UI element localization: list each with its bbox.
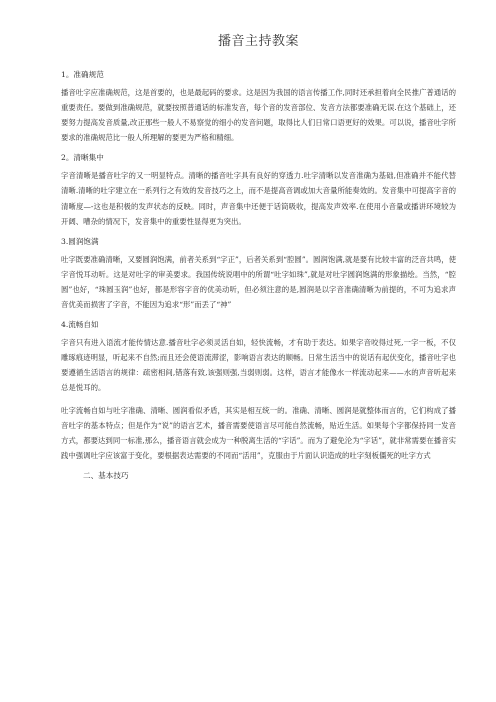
section-paragraph: 吐字流畅自如与吐字准确、清晰、圆润看似矛盾，其实是相互统一的。准确、清晰、圆润是就整体而言的，它们构成了播音吐字的基本特点；但是作为“说”的语言艺术，播音需要使语言尽可能自然流畅，贴近生活。如果每个字都保持同一发音方式，都要达到同一标准,那么，播音语言就会成为一种脱离生活的“字话”。而为了避免沦为“字话”，就非常需要在播音实践中强调吐字应该富于变化，要根据表达需要的不同而“活用”，克服由于片面认识造成的吐字刻板僵死的吐字方式 — [61, 405, 456, 460]
section-clear — [61, 152, 456, 228]
section-paragraph: 吐字既要准确清晰，又要圆润饱满，前者关系到“字正”，后者关系到“腔圆”。圆润饱满,就是要有比较丰富的泛音共鸣，使字音悦耳动听。这是对吐字的审美要求。我国传统说唱中的所谓“吐字如珠”,就是对吐字圆润饱满的形象描绘。当然，“腔圆”也好，“珠圆玉润”也好，都是形容字音的优美动听，但必须注意的是,圆润是以字音准确清晰为前提的，不可为追求声音优美而损害了字音，不能因为追求“形”而丢了“神” — [61, 254, 456, 310]
section-paragraph: 字音只有进入语流才能传情达意.播音吐字必须灵活自如，轻快流畅，才有助于表达。如果字音咬得过死,一字一板，不仅雕琢痕迹明显，听起来不自然;而且还会使语流滞涩，影响语言表达的顺畅。日常生活当中的说话有起伏变化，播音吐字也要遵循生活语言的规律：疏密相间,错落有致,该强则强,当弱则弱。这样，语言才能像水一样流动起来——水的声音听起来总是悦耳的。 — [61, 338, 456, 393]
section-heading: 1。准确规范 — [61, 70, 104, 79]
section-accurate — [61, 69, 456, 145]
section-heading: 3.圆润饱满 — [61, 236, 99, 246]
section-heading: 2。清晰集中 — [61, 153, 104, 163]
section-paragraph: 字音清晰是播音吐字的又一明显特点。清晰的播音吐字具有良好的穿透力.吐字清晰以发音准确为基础,但准确并不能代替清晰.清晰的吐字建立在一系列行之有效的发音技巧之上，而不是提高音调或加大音量所能奏效的。发音集中可提高字音的清晰度—-这也是积极的发声状态的反映。同时，声音集中还便于话筒吸收，提高发声效率.在使用小音量或播讲环境较为开阔、嘈杂的情况下，发音集中的重要性显得更为突出。 — [61, 171, 456, 226]
document-title: 播音主持教案 — [217, 34, 299, 49]
section-heading: 二、基本技巧 — [83, 470, 129, 480]
section-fluent — [61, 319, 456, 463]
section-paragraph: 播音吐字应准确规范，这是首要的，也是最起码的要求。这是因为我国的语言传播工作,同时还承担着向全民推广普通话的重要责任。要做到准确规范，就要按照普通话的标准发音，每个音的发音部位、发音方法都要准确无误.在这个基础上，还要努力提高发音质量,改正那些一般人不易察觉的细小的发音问题，取得比人们日常口语更好的效果。可以说，播音吐字所要求的准确规范比一般人所理解的要更为严格和精细。 — [61, 88, 456, 143]
section-basic-skills — [61, 470, 456, 481]
section-heading: 4.流畅自如 — [61, 320, 99, 330]
section-round — [61, 236, 456, 312]
